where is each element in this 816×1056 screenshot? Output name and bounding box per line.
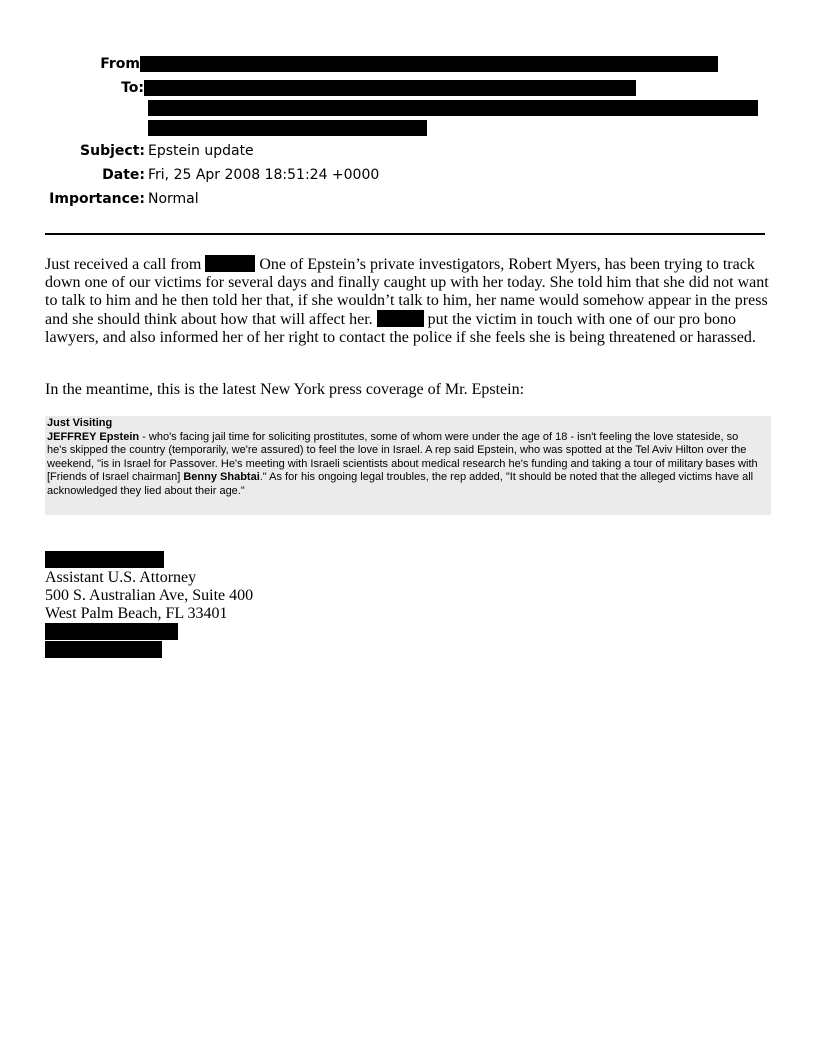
to-label: To: bbox=[121, 80, 144, 96]
name-redaction bbox=[377, 310, 424, 327]
from-redaction bbox=[140, 56, 718, 72]
from-label: From bbox=[100, 56, 140, 72]
to-redaction bbox=[144, 80, 636, 96]
subject-value: Epstein update bbox=[148, 143, 254, 159]
header-divider bbox=[45, 233, 765, 235]
excerpt-title: Just Visiting bbox=[47, 417, 113, 429]
importance-value: Normal bbox=[148, 191, 199, 207]
excerpt-text: ." As for his ongoing legal troubles, the rep added, "It should be noted that the alleged victims have all acknowledged they lied about their age." bbox=[47, 471, 754, 497]
excerpt-name: JEFFREY Epstein bbox=[47, 430, 140, 443]
signature-address-line2: West Palm Beach, FL 33401 bbox=[45, 605, 228, 622]
excerpt-name: Benny Shabtai bbox=[183, 471, 260, 483]
body-text-1: Just received a call from bbox=[45, 256, 202, 273]
body-paragraph bbox=[45, 255, 769, 347]
meantime-paragraph: In the meantime, this is the latest New York press coverage of Mr. Epstein: bbox=[45, 381, 525, 398]
name-redaction bbox=[205, 255, 255, 272]
signature-name-redaction bbox=[45, 551, 164, 568]
body-text-2: One of Epstein’s private investigators, Robert Myers, has been trying to track down one of our victims for several days and finally caught up with her today. She told him that she did not want to talk to him and he then told her that, if she wouldn’t talk to him, her name would somehow appear in the press and she should think about how that will affect her. bbox=[45, 256, 769, 328]
importance-label: Importance: bbox=[49, 191, 145, 207]
to-redaction bbox=[148, 100, 758, 116]
to-redaction bbox=[148, 120, 427, 136]
signature-title: Assistant U.S. Attorney bbox=[45, 569, 197, 586]
signature-address-line1: 500 S. Australian Ave, Suite 400 bbox=[45, 587, 254, 604]
date-label: Date: bbox=[102, 167, 145, 183]
signature-contact-redaction bbox=[45, 641, 162, 658]
date-value: Fri, 25 Apr 2008 18:51:24 +0000 bbox=[148, 167, 380, 183]
press-excerpt bbox=[45, 416, 771, 515]
signature-phone-redaction bbox=[45, 623, 178, 640]
excerpt-text: - who's facing jail time for soliciting prostitutes, some of whom were under the age of 18 - isn't feeling the love stateside, so he's skipped the country (temporarily, we're assured) to feel the love in Israel. A rep said Epstein, who was spotted at the Tel Aviv Hilton over the weekend, "is in Israel for Passover. He's meeting with Israeli scientists about medical research he's funding and taking a tour of military bases with [Friends of Israel chairman] bbox=[47, 430, 758, 483]
body-text-3: put the victim in touch with one of our pro bono lawyers, and also informed her of her right to contact the police if she feels she is being threatened or harassed. bbox=[45, 311, 756, 346]
excerpt-body bbox=[47, 431, 761, 499]
subject-label: Subject: bbox=[80, 143, 145, 159]
